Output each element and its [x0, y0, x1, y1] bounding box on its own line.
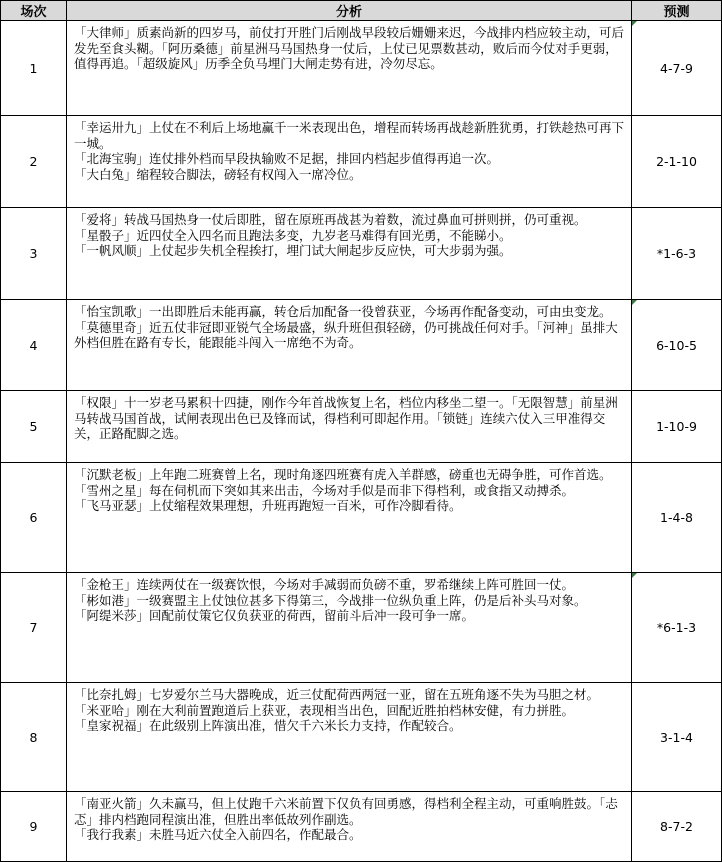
analysis-text: 「皇家祝福」在此级别上阵演出准，惜欠千六米长力支持，作配较合。 — [74, 718, 462, 733]
analysis-cell — [67, 573, 632, 683]
analysis-cell — [67, 116, 632, 208]
prediction-cell — [632, 463, 722, 573]
table-row — [1, 683, 722, 792]
race-number: 8 — [1, 683, 67, 792]
table-row — [1, 463, 722, 573]
analysis-text: 「我行我素」未胜马近六仗全入前四名，作配最合。 — [74, 827, 362, 842]
cell-corner-marker — [632, 21, 637, 26]
analysis-text: 「星骰子」近四仗全入四名而且跑法多变，九岁老马难得有回光勇，不能睇小。 — [74, 227, 512, 243]
analysis-text: 「一帆风顺」上仗起步失机全程挨打，埋门试大闸起步反应快，可大步弱为强。 — [74, 243, 512, 258]
analysis-text: 「幸运卅九」上仗在不利后上场地赢千一米表现出色，增程而转场再战趁新胜犹勇，打铁趁热可再下一城。 — [74, 120, 625, 151]
prediction-cell — [632, 573, 722, 683]
prediction-cell — [632, 21, 722, 116]
race-number: 1 — [1, 21, 67, 116]
analysis-text: 「权限」十一岁老马累积十四捷，刚作今年首战恢复上名，档位内移坐二望一。「无限智慧」前星洲马转战马国首战，试闸表现出色已及锋而试，得档利可即起作用。「锁链」连续六仗入三甲准得交关，正路配脚之选。 — [74, 395, 618, 441]
cell-corner-marker — [632, 300, 637, 305]
analysis-text: 「雪州之星」每在伺机而下突如其来出击，今场对手似是而非下得档利，或食指又动搏杀。 — [74, 482, 575, 498]
prediction-value: *1-6-3 — [656, 246, 697, 261]
prediction-cell — [632, 792, 722, 862]
analysis-text: 「爱将」转战马国热身一仗后即胜，留在原班再战甚为着数，流过鼻血可拼则拼，仍可重视。 — [74, 212, 587, 227]
analysis-text: 「彬如港」一级赛盟主上仗蚀位甚多下得第三，今战排一位纵负重上阵，仍是后补头马对象。 — [74, 592, 587, 608]
header-analysis: 分析 — [67, 1, 632, 21]
analysis-text: 「怡宝凯歌」一出即胜后未能再赢，转仓后加配备一役曾获亚，今场再作配备变动，可由虫变龙。 — [74, 304, 612, 319]
analysis-text: 「比奈扎姆」七岁爱尔兰马大器晚成，近三仗配荷西两冠一亚，留在五班角逐不失为马胆之材。 — [74, 687, 600, 702]
analysis-text: 「北海宝驹」连仗排外档而早段执输败不足据，排回内档起步值得再追一次。 — [74, 151, 500, 166]
analysis-text: 「莫德里奇」近五仗非冠即亚锐气全场最盛，纵升班但孭轻磅，仍可挑战任何对手。「河神」虽排大外档但胜在路有专长，能跟能斗闯入一席绝不为奇。 — [74, 319, 618, 350]
race-number: 9 — [1, 792, 67, 862]
prediction-value: 2-1-10 — [656, 154, 697, 169]
race-number: 5 — [1, 391, 67, 463]
header-row — [1, 1, 722, 21]
prediction-value: *6-1-3 — [656, 620, 697, 635]
prediction-value: 1-4-8 — [660, 510, 693, 525]
prediction-cell — [632, 683, 722, 792]
race-number: 2 — [1, 116, 67, 208]
analysis-text: 「阿缇米莎」回配前仗策它仅负获亚的荷西，留前斗后冲一段可争一席。 — [74, 608, 475, 623]
table-row — [1, 208, 722, 300]
prediction-value: 3-1-4 — [660, 729, 693, 745]
analysis-cell — [67, 300, 632, 391]
cell-corner-marker — [632, 573, 637, 578]
race-number: 7 — [1, 573, 67, 683]
prediction-cell — [632, 300, 722, 391]
table-row — [1, 300, 722, 391]
analysis-cell — [67, 21, 632, 116]
prediction-value: 6-10-5 — [656, 337, 697, 353]
header-prediction: 预测 — [632, 1, 722, 21]
analysis-cell — [67, 792, 632, 862]
analysis-cell — [67, 391, 632, 463]
table-row — [1, 792, 722, 862]
analysis-text: 「金枪王」连续两仗在一级赛饮恨，今场对手减弱而负磅不重，罗希继续上阵可胜回一仗。 — [74, 577, 575, 592]
analysis-cell — [67, 463, 632, 573]
analysis-text: 「米亚哈」刚在大利前置跑道后上获亚，表现相当出色，回配近胜拍档林安健，有力拼胜。 — [74, 702, 575, 718]
prediction-cell — [632, 208, 722, 300]
prediction-cell — [632, 116, 722, 208]
analysis-text: 「大白兔」缩程较合脚法，磅轻有权闯入一席冷位。 — [74, 166, 362, 182]
table-row — [1, 21, 722, 116]
table-row — [1, 573, 722, 683]
header-race: 场次 — [1, 1, 67, 21]
table-row — [1, 391, 722, 463]
analysis-text: 「大律师」质素尚新的四岁马，前仗打开胜门后刚战早段较后姗姗来迟，今战排内档应较主动，可后发先至食头糊。「阿历桑德」前星洲马马国热身一仗后，上仗已见票数甚动，败后而今仗对手更弱，值得再追。「超级旋风」历季全负马埋门大闸走势有进，冷勿尽忘。 — [74, 25, 625, 71]
analysis-text: 「飞马亚瑟」上仗缩程效果理想，升班再跑短一百米，可作冷脚看待。 — [74, 498, 462, 513]
race-number: 6 — [1, 463, 67, 573]
race-number: 3 — [1, 208, 67, 300]
prediction-value: 8-7-2 — [660, 819, 693, 834]
analysis-text: 「南亚火箭」久未赢马，但上仗跑千六米前置下仅负有回勇感，得档利全程主动，可重响胜鼓。「忐忑」排内档跑同程演出准，但胜出率低故列作副选。 — [74, 796, 618, 827]
prediction-value: 1-10-9 — [656, 419, 697, 434]
analysis-text: 「沉默老板」上年跑二班赛曾上名，现时角逐四班赛有虎入羊群感，磅重也无碍争胜，可作首选。 — [74, 467, 612, 482]
analysis-cell — [67, 208, 632, 300]
prediction-value: 4-7-9 — [660, 60, 693, 76]
prediction-cell — [632, 391, 722, 463]
table-row — [1, 116, 722, 208]
analysis-cell — [67, 683, 632, 792]
race-number: 4 — [1, 300, 67, 391]
